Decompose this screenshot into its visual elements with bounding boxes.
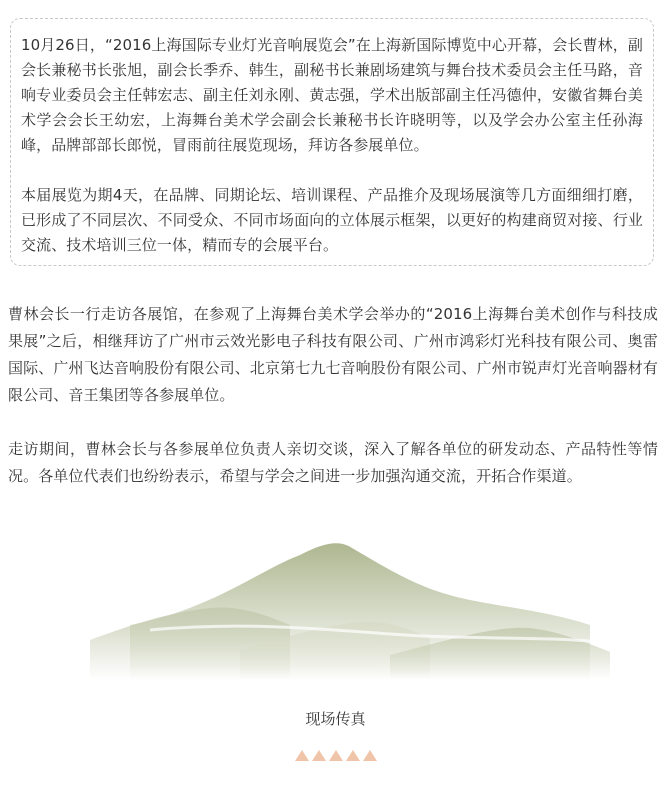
body-paragraph-2: 走访期间，曹林会长与各参展单位负责人亲切交谈，深入了解各单位的研发动态、产品特性等情况。各单位代表们也纷纷表示，希望与学会之间进一步加强沟通交流，开拓合作渠道。	[8, 440, 658, 485]
triangle-icon	[329, 750, 343, 761]
ink-mountains-illustration	[90, 530, 610, 680]
triangle-icon	[295, 750, 309, 761]
triangle-icon	[346, 750, 360, 761]
intro-paragraph-2: 本届展览为期4天，在品牌、同期论坛、培训课程、产品推介及现场展演等几方面细细打磨，已形成了不同层次、不同受众、不同市场面向的立体展示框架，以更好的构建商贸对接、行业交流、技术培训三位一体，精而专的会展平台。	[21, 186, 643, 254]
section-title: 现场传真	[305, 710, 366, 728]
decorative-triangles	[0, 750, 671, 761]
article-body	[8, 301, 658, 490]
intro-box	[10, 18, 654, 266]
intro-paragraph-1: 10月26日，“2016上海国际专业灯光音响展览会”在上海新国际博览中心开幕，会长曹林，副会长兼秘书长张旭，副会长季乔、韩生，副秘书长兼剧场建筑与舞台技术委员会主任马路，音响专业委员会主任韩宏志、副主任刘永刚、黄志强，学术出版部副主任冯德仲，安徽省舞台美术学会会长王幼宏，上海舞台美术学会副会长兼秘书长许晓明等，以及学会办公室主任孙海峰，品牌部部长郎悦，冒雨前往展览现场，拜访各参展单位。	[21, 36, 643, 154]
triangle-icon	[363, 750, 377, 761]
triangle-icon	[312, 750, 326, 761]
body-paragraph-1: 曹林会长一行走访各展馆，在参观了上海舞台美术学会举办的“2016上海舞台美术创作与科技成果展”之后，相继拜访了广州市云效光影电子科技有限公司、广州市鸿彩灯光科技有限公司、奥雷国际、广州飞达音响股份有限公司、北京第七九七音响股份有限公司、广州市锐声灯光音响器材有限公司、音王集团等各参展单位。	[8, 305, 658, 404]
